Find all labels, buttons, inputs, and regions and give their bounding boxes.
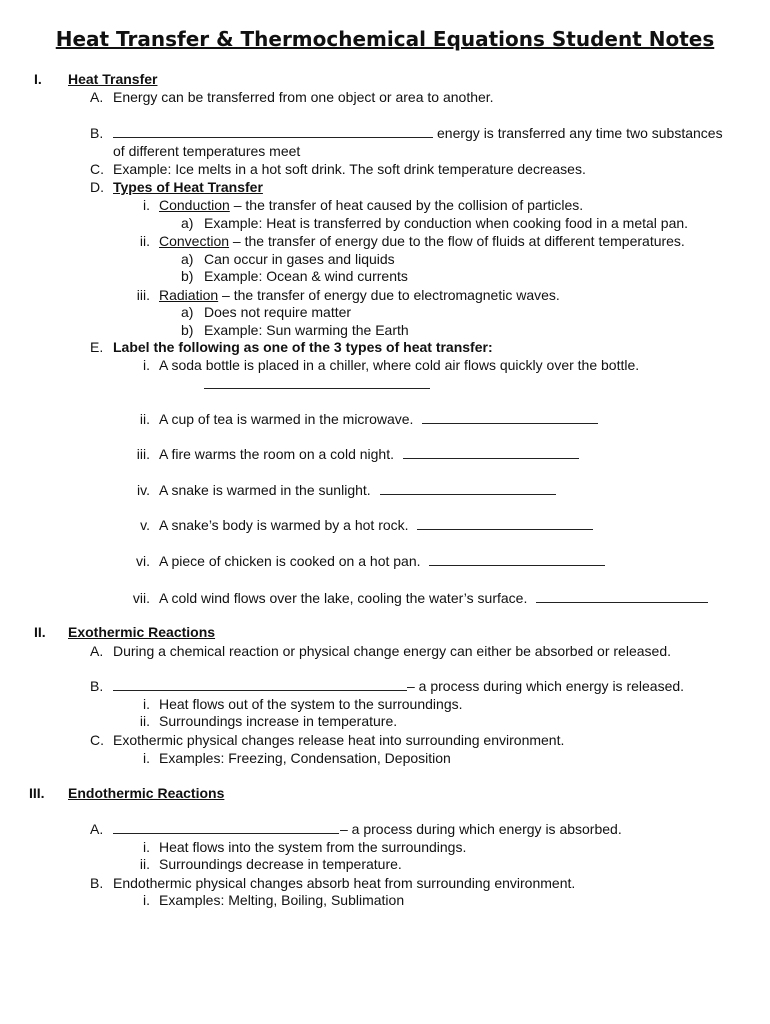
list-marker: ii. [139, 856, 150, 872]
list-marker: b) [181, 268, 194, 284]
note-text: Examples: Freezing, Condensation, Deposition [159, 750, 451, 766]
list-marker: iii. [136, 446, 150, 462]
question-text: A fire warms the room on a cold night. [159, 446, 394, 462]
list-marker: D. [90, 179, 104, 195]
answer-line[interactable] [380, 482, 556, 495]
question-row [159, 516, 593, 534]
list-marker: A. [90, 643, 104, 659]
note-text: – a process during which energy is released. [407, 678, 685, 694]
note-text: Heat flows into the system from the surroundings. [159, 839, 467, 855]
answer-line[interactable] [536, 590, 708, 603]
definition-text: – the transfer of energy due to electromagnetic waves. [218, 287, 560, 303]
note-text: Example: Sun warming the Earth [204, 322, 409, 338]
question-text: A cup of tea is warmed in the microwave. [159, 411, 414, 427]
list-marker: b) [181, 322, 194, 338]
list-marker: vii. [132, 590, 150, 606]
section-numeral: II. [34, 624, 46, 640]
list-marker: ii. [139, 713, 150, 729]
note-text: – a process during which energy is absorbed. [340, 821, 622, 837]
term: Radiation [159, 287, 219, 303]
list-marker: B. [90, 125, 104, 141]
question-row [159, 481, 556, 499]
definition-radiation [159, 286, 560, 304]
list-marker: a) [181, 251, 194, 267]
question-text: A snake is warmed in the sunlight. [159, 482, 371, 498]
note-text: Example: Heat is transferred by conduction when cooking food in a metal pan. [204, 215, 689, 231]
definition-text: – the transfer of energy due to the flow of fluids at different temperatures. [229, 233, 685, 249]
note-text: Does not require matter [204, 304, 352, 320]
section-heading-endothermic: Endothermic Reactions [68, 785, 225, 801]
section-numeral: III. [29, 785, 45, 801]
section-numeral: I. [34, 71, 42, 87]
note-text: Examples: Melting, Boiling, Sublimation [159, 892, 405, 908]
list-marker: i. [143, 892, 150, 908]
note-text: energy is transferred any time two substances [437, 125, 723, 141]
note-text: Example: Ocean & wind currents [204, 268, 408, 284]
note-text: Example: Ice melts in a hot soft drink. The soft drink temperature decreases. [113, 161, 586, 177]
list-marker: A. [90, 89, 104, 105]
answer-line[interactable] [403, 446, 579, 459]
definition-conduction [159, 196, 583, 214]
question-text: A piece of chicken is cooked on a hot pan. [159, 553, 421, 569]
list-marker: i. [143, 197, 150, 213]
list-marker: i. [143, 750, 150, 766]
list-marker: ii. [139, 233, 150, 249]
list-marker: iv. [137, 482, 150, 498]
note-text: Heat flows out of the system to the surroundings. [159, 696, 463, 712]
note-text: Energy can be transferred from one object or area to another. [113, 89, 494, 105]
note-text: of different temperatures meet [113, 143, 301, 159]
page-title: Heat Transfer & Thermochemical Equations Student Notes [55, 27, 715, 51]
answer-line[interactable] [204, 375, 430, 393]
fill-in-line[interactable] [113, 820, 339, 838]
list-marker: i. [143, 357, 150, 373]
note-text: During a chemical reaction or physical change energy can either be absorbed or released. [113, 643, 671, 659]
answer-line[interactable] [422, 411, 598, 424]
fill-in-line[interactable] [113, 677, 407, 695]
question-text: A cold wind flows over the lake, cooling the water’s surface. [159, 590, 528, 606]
question-text: A soda bottle is placed in a chiller, where cold air flows quickly over the bottle. [159, 357, 640, 373]
answer-line[interactable] [429, 553, 605, 566]
subheading-types: Types of Heat Transfer [113, 179, 263, 195]
question-text: A snake’s body is warmed by a hot rock. [159, 517, 409, 533]
list-marker: vi. [136, 553, 150, 569]
list-marker: A. [90, 821, 104, 837]
list-marker: a) [181, 215, 194, 231]
list-marker: B. [90, 875, 104, 891]
note-text: Can occur in gases and liquids [204, 251, 395, 267]
question-row [159, 552, 605, 570]
question-row [159, 589, 708, 607]
term: Convection [159, 233, 230, 249]
answer-line[interactable] [417, 517, 593, 530]
section-heading-heat-transfer: Heat Transfer [68, 71, 158, 87]
note-text: Exothermic physical changes release heat into surrounding environment. [113, 732, 565, 748]
list-marker: ii. [139, 411, 150, 427]
list-marker: iii. [136, 287, 150, 303]
definition-convection [159, 232, 685, 250]
definition-text: – the transfer of heat caused by the collision of particles. [229, 197, 584, 213]
list-marker: i. [143, 839, 150, 855]
list-marker: a) [181, 304, 194, 320]
question-row [159, 445, 579, 463]
term: Conduction [159, 197, 230, 213]
fill-in-line[interactable] [113, 124, 433, 142]
question-row [159, 410, 598, 428]
list-marker: i. [143, 696, 150, 712]
section-heading-exothermic: Exothermic Reactions [68, 624, 216, 640]
subheading-label-task: Label the following as one of the 3 types of heat transfer: [113, 339, 493, 355]
list-marker: C. [90, 161, 104, 177]
list-marker: B. [90, 678, 104, 694]
list-marker: v. [140, 517, 150, 533]
note-text: Endothermic physical changes absorb heat from surrounding environment. [113, 875, 576, 891]
list-marker: C. [90, 732, 104, 748]
list-marker: E. [90, 339, 104, 355]
note-text: Surroundings increase in temperature. [159, 713, 398, 729]
note-text: Surroundings decrease in temperature. [159, 856, 402, 872]
